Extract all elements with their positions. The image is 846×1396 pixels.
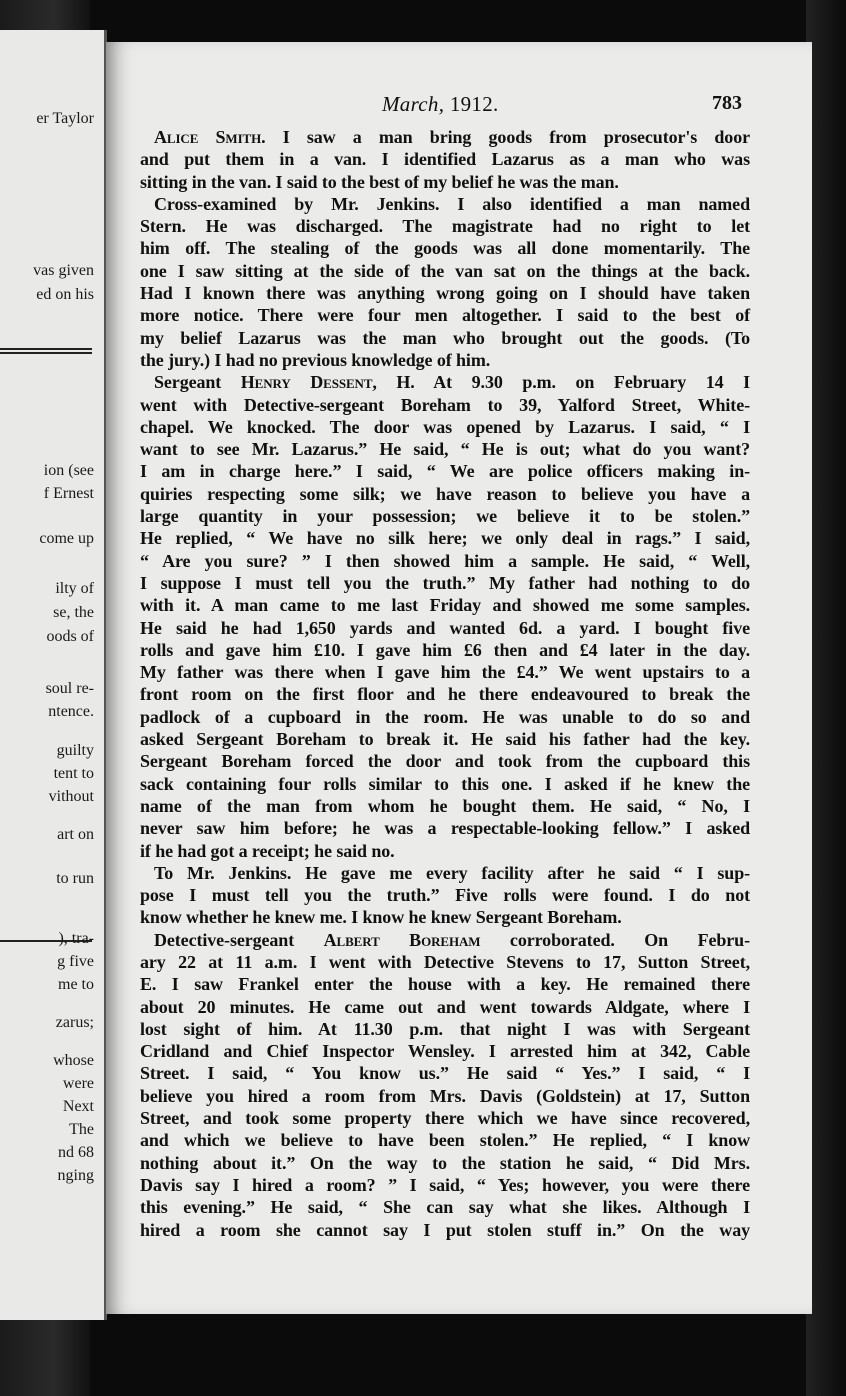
line-text: To Mr. Jenkins. He gave me every facility after he said “ I sup-: [154, 862, 750, 883]
facing-page-line: art on: [57, 826, 94, 843]
facing-page-line: guilty: [56, 742, 94, 759]
facing-page-line: vas given: [33, 262, 94, 279]
text-line: [140, 438, 750, 460]
line-text: name of the man from whom he bought them. He said, “ No, I: [140, 795, 750, 816]
line-text: Cridland and Chief Inspector Wensley. I arrested him at 342, Cable: [140, 1041, 750, 1062]
text-line: [140, 973, 750, 995]
document-page: [106, 42, 812, 1314]
facing-page-line: soul re-: [45, 680, 94, 697]
text-line: [140, 1196, 750, 1218]
facing-page-line: f Ernest: [43, 485, 94, 502]
page-number: 783: [712, 92, 742, 114]
text-line: [140, 394, 750, 416]
text-line: [140, 1040, 750, 1062]
facing-page-line: to run: [56, 870, 94, 887]
text-line: [140, 795, 750, 817]
text-line: [140, 951, 750, 973]
text-line: [140, 260, 750, 282]
line-text: front room on the first floor and he there endeavoured to break the: [140, 684, 750, 705]
line-text: Stern. He was discharged. The magistrate had no right to let: [140, 216, 750, 237]
text-line: [140, 416, 750, 438]
line-text: lost sight of him. At 11.30 p.m. that night I was with Sergeant: [140, 1018, 750, 1039]
text-line: [140, 817, 750, 839]
line-text: He said he had 1,650 yards and wanted 6d. a yard. I bought five: [140, 617, 750, 638]
facing-page-fragment: [0, 30, 107, 1320]
facing-page-line: oods of: [46, 628, 94, 645]
line-text: I suppose I must tell you the truth.” My father had nothing to do: [140, 572, 750, 593]
text-line: [140, 1219, 750, 1241]
facing-page-line: zarus;: [55, 1014, 94, 1031]
line-text: asked Sergeant Boreham to break it. He said his father had the key.: [140, 729, 750, 750]
line-text: know whether he knew me. I know he knew Sergeant Boreham.: [140, 907, 622, 928]
text-line: [140, 1062, 750, 1084]
facing-page-line: come up: [39, 530, 94, 547]
line-text: one I saw sitting at the side of the van sat on the things at the back.: [140, 260, 750, 281]
text-line: [140, 706, 750, 728]
line-text: about 20 minutes. He came out and went towards Aldgate, where I: [140, 996, 750, 1017]
line-text: with it. A man came to me last Friday and showed me some samples.: [140, 595, 750, 616]
header-date: March, 1912.: [382, 92, 499, 116]
text-line: [140, 862, 750, 884]
line-text: Had I known there was anything wrong going on I should have taken: [140, 283, 750, 304]
facing-page-line: nging: [57, 1167, 94, 1184]
facing-page-line: nd 68: [58, 1144, 94, 1161]
text-line: [140, 1018, 750, 1040]
text-line: [140, 171, 750, 193]
line-text: He replied, “ We have no silk here; we only deal in rags.” I said,: [140, 528, 750, 549]
line-text: , H. At 9.30 p.m. on February 14 I: [372, 372, 750, 393]
text-line: [140, 683, 750, 705]
line-text: nothing about it.” On the way to the station he said, “ Did Mrs.: [140, 1152, 750, 1173]
line-text: if he had got a receipt; he said no.: [140, 840, 395, 861]
line-text: the jury.) I had no previous knowledge of him.: [140, 349, 491, 370]
line-text: My father was there when I gave him the £4.” We went upstairs to a: [140, 662, 750, 683]
line-text: pose I must tell you the truth.” Five rolls were found. I do not: [140, 885, 750, 906]
line-text: went with Detective-sergeant Boreham to 39, Yalford Street, White-: [140, 394, 750, 415]
text-line: [140, 193, 750, 215]
line-text: I am in charge here.” I said, “ We are police officers making in-: [140, 461, 750, 482]
facing-page-line: er Taylor: [36, 110, 94, 127]
text-line: [140, 728, 750, 750]
text-line: [140, 773, 750, 795]
text-line: [140, 661, 750, 683]
line-text: my belief Lazarus was the man who brought out the goods. (To: [140, 327, 750, 348]
facing-page-line: Next: [62, 1098, 94, 1115]
facing-page-line: vithout: [48, 788, 94, 805]
line-text: this evening.” He said, “ She can say what she likes. Although I: [140, 1197, 750, 1218]
line-prefix: Sergeant: [154, 372, 241, 393]
text-line: [140, 1085, 750, 1107]
line-text: hired a room she cannot say I put stolen stuff in.” On the way: [140, 1219, 750, 1240]
text-line: [140, 996, 750, 1018]
facing-page-line: were: [62, 1075, 94, 1092]
speaker-name: Albert Boreham: [323, 929, 481, 950]
line-text: Street. I said, “ You know us.” He said “ Yes.” I said, “ I: [140, 1063, 750, 1084]
line-prefix: Detective-sergeant: [154, 929, 324, 950]
text-line: [140, 884, 750, 906]
text-line: [140, 505, 750, 527]
text-line: [140, 639, 750, 661]
text-line: [140, 460, 750, 482]
text-line: [140, 1152, 750, 1174]
text-line: [140, 304, 750, 326]
text-line: [140, 594, 750, 616]
facing-page-line: ntence.: [48, 703, 94, 720]
text-line: [140, 750, 750, 772]
line-text: believe you hired a room from Mrs. Davis (Goldstein) at 17, Sutton: [140, 1085, 750, 1106]
line-text: Cross-examined by Mr. Jenkins. I also identified a man named: [154, 193, 750, 214]
line-text: want to see Mr. Lazarus.” He said, “ He is out; what do you want?: [140, 439, 750, 460]
text-line: [140, 349, 750, 371]
line-text: sack containing four rolls similar to this one. I asked if he knew the: [140, 773, 750, 794]
line-text: I saw a man bring goods from prosecutor's door: [265, 127, 750, 147]
scan-background-right: [806, 0, 846, 1396]
line-text: ary 22 at 11 a.m. I went with Detective Stevens to 17, Sutton Street,: [140, 951, 750, 972]
text-line: [140, 148, 750, 170]
speaker-name: Henry Dessent: [240, 372, 373, 393]
line-text: and put them in a van. I identified Lazarus as a man who was: [140, 149, 750, 170]
line-text: E. I saw Frankel enter the house with a key. He remained there: [140, 974, 750, 995]
line-text: padlock of a cupboard in the room. He was unable to do so and: [140, 706, 750, 727]
facing-page-line: whose: [53, 1052, 94, 1069]
line-text: quiries respecting some silk; we have reason to believe you have a: [140, 483, 750, 504]
text-line: [140, 929, 750, 951]
facing-page-line: se, the: [53, 604, 94, 621]
line-text: more notice. There were four men altogether. I said to the best of: [140, 305, 750, 326]
line-text: “ Are you sure? ” I then showed him a sample. He said, “ Well,: [140, 550, 750, 571]
text-line: [140, 617, 750, 639]
facing-page-line: ion (see: [43, 462, 94, 479]
text-line: [140, 215, 750, 237]
line-text: and which we believe to have been stolen.” He replied, “ I know: [140, 1130, 750, 1151]
line-text: Sergeant Boreham forced the door and took from the cupboard this: [140, 751, 750, 772]
text-line: [140, 1107, 750, 1129]
line-text: never saw him before; he was a respectable-looking fellow.” I asked: [140, 818, 750, 839]
line-text: him off. The stealing of the goods was all done momentarily. The: [140, 238, 750, 259]
line-text: Street, and took some property there which we have since recovered,: [140, 1108, 750, 1129]
line-text: Davis say I hired a room? ” I said, “ Yes; however, you were there: [140, 1174, 750, 1195]
facing-page-line: me to: [58, 976, 94, 993]
body-text: [140, 126, 750, 1241]
text-line: [140, 1174, 750, 1196]
speaker-name: Alice Smith.: [154, 127, 266, 147]
facing-page-line: tent to: [53, 765, 94, 782]
text-line: [140, 483, 750, 505]
facing-page-line: ed on his: [36, 286, 94, 303]
facing-page-line: g five: [57, 953, 94, 970]
text-line: [140, 906, 750, 928]
facing-page-line: ilty of: [55, 580, 94, 597]
text-line: [140, 550, 750, 572]
facing-page-line: ), tra-: [58, 930, 94, 947]
line-text: sitting in the van. I said to the best of my belief he was the man.: [140, 171, 619, 192]
running-header: [106, 92, 812, 118]
double-rule: [0, 348, 92, 354]
line-text: rolls and gave him £10. I gave him £6 then and £4 later in the day.: [140, 639, 750, 660]
text-line: [140, 527, 750, 549]
text-line: [140, 282, 750, 304]
facing-page-line: The: [69, 1121, 94, 1138]
text-line: [140, 126, 750, 148]
line-text: chapel. We knocked. The door was opened by Lazarus. I said, “ I: [140, 416, 750, 437]
text-line: [140, 572, 750, 594]
line-text: corroborated. On Febru-: [480, 929, 750, 950]
text-line: [140, 327, 750, 349]
text-line: [140, 840, 750, 862]
text-line: [140, 371, 750, 393]
line-text: large quantity in your possession; we believe it to be stolen.”: [140, 506, 750, 527]
text-line: [140, 237, 750, 259]
text-line: [140, 1129, 750, 1151]
